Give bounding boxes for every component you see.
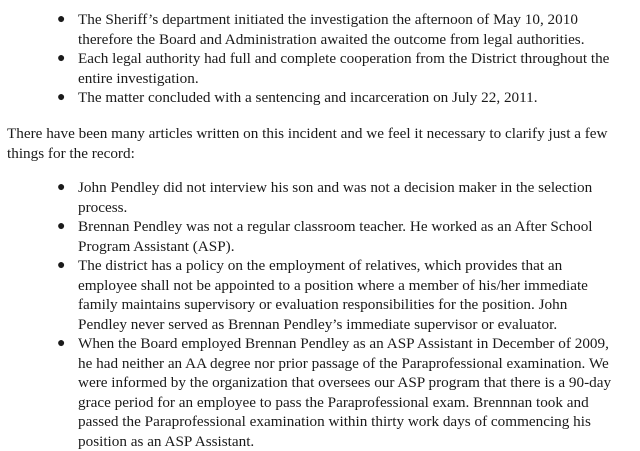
bullet-item	[0, 256, 640, 334]
bullet-text: John Pendley did not interview his son and was not a decision maker in the selection process.	[78, 179, 593, 216]
bullet-icon: ●	[57, 258, 66, 273]
bullet-item	[0, 10, 640, 49]
investigation-bullet-list	[0, 10, 640, 108]
bullet-item	[0, 178, 640, 217]
bullet-text: The Sheriff’s department initiated the investigation the afternoon of May 10, 2010 therefore the Board and Administration awaited the outcome from legal authorities.	[78, 11, 585, 48]
bullet-item	[0, 88, 640, 108]
bullet-item	[0, 217, 640, 256]
bullet-item	[0, 49, 640, 88]
clarification-bullet-list	[0, 178, 640, 451]
bullet-icon: ●	[57, 336, 66, 351]
bullet-text: The district has a policy on the employment of relatives, which provides that an employee shall not be appointed to a position where a member of his/her immediate family maintains supervisory or evaluation responsibilities for the position. John Pendley never served as Brennan Pendley’s immediate supervisor or evaluator.	[78, 257, 588, 333]
bullet-item	[0, 334, 640, 451]
clarification-paragraph: There have been many articles written on this incident and we feel it necessary to clarify just a few things for the record:	[7, 125, 608, 162]
bullet-icon: ●	[57, 180, 66, 195]
bullet-text: Each legal authority had full and complete cooperation from the District throughout the entire investigation.	[78, 50, 610, 87]
bullet-icon: ●	[57, 51, 66, 66]
bullet-text: When the Board employed Brennan Pendley as an ASP Assistant in December of 2009, he had neither an AA degree nor prior passage of the Paraprofessional examination. We were informed by the organization that oversees our ASP program that there is a 90-day grace period for an employee to pass the Paraprofessional exam. Brennnan took and passed the Paraprofessional examination within thirty work days of commencing his position as an ASP Assistant.	[78, 335, 612, 450]
bullet-text: Brennan Pendley was not a regular classroom teacher. He worked as an After School Program Assistant (ASP).	[78, 218, 593, 255]
bullet-text: The matter concluded with a sentencing and incarceration on July 22, 2011.	[78, 89, 538, 106]
bullet-icon: ●	[57, 90, 66, 105]
bullet-icon: ●	[57, 12, 66, 27]
bullet-icon: ●	[57, 219, 66, 234]
